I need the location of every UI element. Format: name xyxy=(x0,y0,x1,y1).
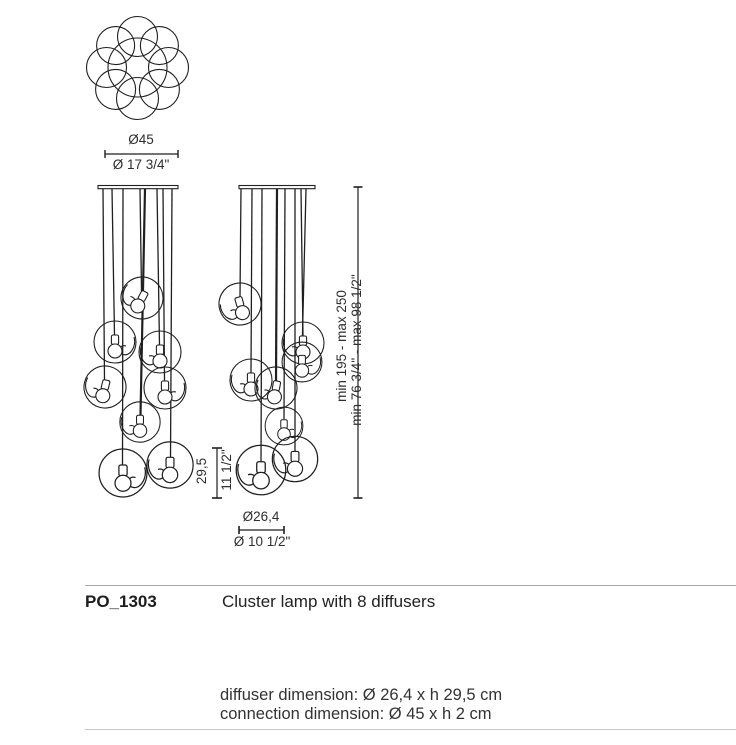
top-divider xyxy=(85,585,736,586)
top-view-diameter-in-label: Ø 17 3/4" xyxy=(112,157,170,172)
diffuser-height-cm-label: 29,5 xyxy=(194,457,209,485)
connection-dimension-spec: connection dimension: Ø 45 x h 2 cm xyxy=(220,705,492,723)
product-code: PO_1303 xyxy=(85,592,157,611)
diffuser-dimension-spec: diffuser dimension: Ø 26,4 x h 29,5 cm xyxy=(220,686,503,704)
diffuser-diameter-cm-label: Ø26,4 xyxy=(242,509,280,524)
product-description: Cluster lamp with 8 diffusers xyxy=(222,592,436,611)
cables-right xyxy=(240,189,306,463)
diffuser-diameter-in-label: Ø 10 1/2" xyxy=(233,534,291,549)
bottom-divider xyxy=(85,729,736,730)
suspension-height-in-label: min 76 3/4" - max 98 1/2" xyxy=(349,274,364,426)
suspension-height-cm-label: min 195 - max 250 xyxy=(334,290,349,402)
diffuser-height-in-label: 11 1/2" xyxy=(219,449,234,491)
front-view-left-lamp xyxy=(80,186,194,497)
top-view-diameter-cm-label: Ø45 xyxy=(128,132,154,147)
diffuser-diameter-dimension-line xyxy=(239,526,284,534)
